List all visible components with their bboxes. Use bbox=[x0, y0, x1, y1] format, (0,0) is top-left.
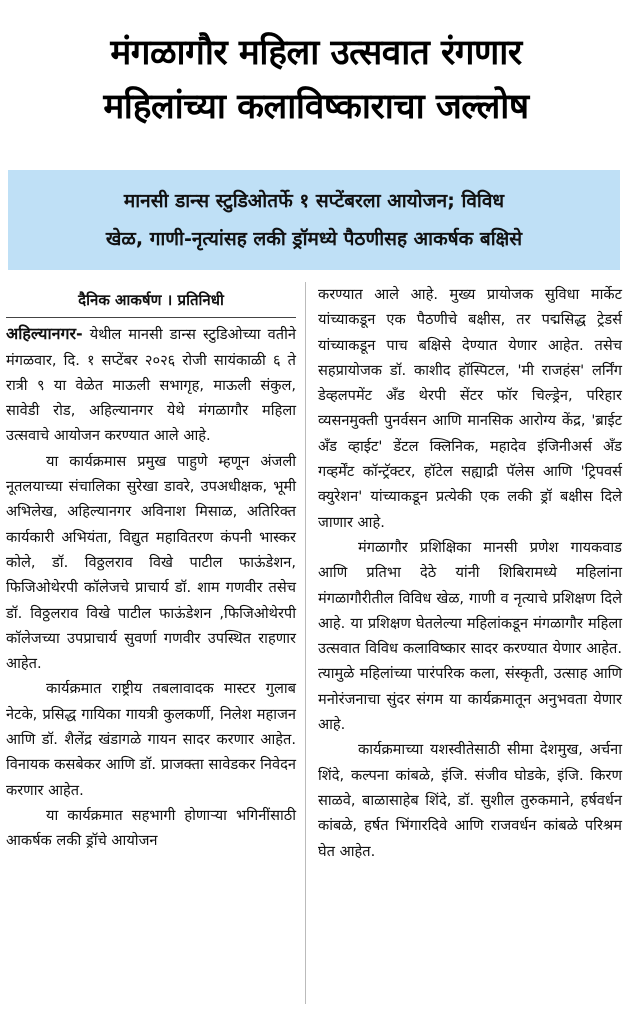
column-divider bbox=[305, 282, 306, 1004]
headline-line-1: मंगळागौर महिला उत्सवात रंगणार bbox=[110, 33, 522, 73]
dateline: अहिल्यानगर- bbox=[6, 324, 83, 344]
article-column-right bbox=[318, 282, 622, 864]
paragraph-2: या कार्यक्रमास प्रमुख पाहुणे म्हणून अंजली नूतलयाच्या संचालिका सुरेखा डावरे, उपअधीक्षक, भूमी अभिलेख, अहिल्यानगर अविनाश मिसाळ, अतिरिक्त कार्यकारी अभियंता, विद्युत महावितरण कंपनी भास्कर कोले, डॉ. विठ्ठलराव विखे पाटील फाऊंडेशन, फिजिओथेरपी कॉलेजचे प्राचार्य डॉ. शाम गणवीर तसेच डॉ. विठ्ठलराव विखे पाटील फाऊंडेशन ,फिजिओथेरपी कॉलेजच्या उपप्राचार्य सुवर्णा गणवीर उपस्थित राहणार आहेत. bbox=[6, 452, 296, 673]
article-column-left bbox=[6, 282, 296, 854]
paragraph-1-text: येथील मानसी डान्स स्टुडिओच्या वतीने मंगळवार, दि. १ सप्टेंबर २०२६ रोजी सायंकाळी ६ ते रात्री ९ या वेळेत माऊली सभागृह, माऊली संकुल, सावेडी रोड, अहिल्यानगर येथे मंगळागौर महिला उत्सवाचे आयोजन करण्यात आले आहे. bbox=[6, 326, 296, 445]
paragraph-5: करण्यात आले आहे. मुख्य प्रायोजक सुविधा मार्केट यांच्याकडून एक पैठणीचे बक्षीस, तर पद्मसिद्ध ट्रेडर्स यांच्याकडून पाच बक्षिसे देण्यात येणार आहेत. तसेच सहप्रायोजक डॉ. काशीद हॉस्पिटल, 'मी राजहंस' लर्निंग डेव्हलपमेंट अँड थेरपी सेंटर फॉर चिल्ड्रेन, परिहार व्यसनमुक्ती पुनर्वसन आणि मानसिक आरोग्य केंद्र, 'ब्राईट अँड व्हाईट' डेंटल क्लिनिक, महादेव इंजिनीअर्स अँड गव्हर्मेंट कॉन्ट्रॅक्टर, हॉटेल सह्याद्री पॅलेस आणि 'ट्रिपवर्स क्युरेशन' यांच्याकडून प्रत्येकी एक लकी ड्रॉ बक्षीस दिले जाणार आहे. bbox=[318, 286, 622, 531]
byline: दैनिक आकर्षण । प्रतिनिधी bbox=[6, 282, 296, 318]
subheadline-box bbox=[8, 170, 620, 270]
subheadline-line-2: खेळ, गाणी-नृत्यांसह लकी ड्रॉमध्ये पैठणीसह आकर्षक बक्षिसे bbox=[105, 228, 523, 250]
headline-line-2: महिलांच्या कलाविष्काराचा जल्लोष bbox=[103, 87, 529, 127]
paragraph-6: मंगळागौर प्रशिक्षिका मानसी प्रणेश गायकवाड आणि प्रतिभा देठे यांनी शिबिरामध्ये महिलांना मंगळागौरीतील विविध खेळ, गाणी व नृत्याचे प्रशिक्षण दिले आहे. या प्रशिक्षण घेतलेल्या महिलांकडून मंगळागौर महिला उत्सवात विविध कलाविष्कार सादर करण्यात येणार आहेत. त्यामुळे महिलांच्या पारंपरिक कला, संस्कृती, उत्साह आणि मनोरंजनाचा सुंदर संगम या कार्यक्रमातून अनुभवता येणार आहे. bbox=[318, 538, 622, 734]
paragraph-1 bbox=[6, 321, 296, 448]
subheadline-line-1: मानसी डान्स स्टुडिओतर्फे १ सप्टेंबरला आयोजन; विविध bbox=[123, 190, 505, 212]
paragraph-7: कार्यक्रमाच्या यशस्वीतेसाठी सीमा देशमुख, अर्चना शिंदे, कल्पना कांबळे, इंजि. संजीव घोडके, इंजि. किरण साळवे, बाळासाहेब शिंदे, डॉ. सुशील तुरुकमाने, हर्षवर्धन कांबळे, हर्षत भिंगारदिवे आणि राजवर्धन कांबळे परिश्रम घेत आहेत. bbox=[318, 741, 622, 860]
paragraph-4: या कार्यक्रमात सहभागी होणाऱ्या भगिनींसाठी आकर्षक लकी ड्रॉचे आयोजन bbox=[6, 806, 296, 850]
headline bbox=[0, 26, 632, 134]
paragraph-3: कार्यक्रमात राष्ट्रीय तबलावादक मास्टर गुलाब नेटके, प्रसिद्ध गायिका गायत्री कुलकर्णी, निलेश महाजन आणि डॉ. शैलेंद्र खंडागळे गायन सादर करणार आहेत. विनायक कसबेकर आणि डॉ. प्राजक्ता सावेडकर निवेदन करणार आहेत. bbox=[6, 680, 296, 799]
